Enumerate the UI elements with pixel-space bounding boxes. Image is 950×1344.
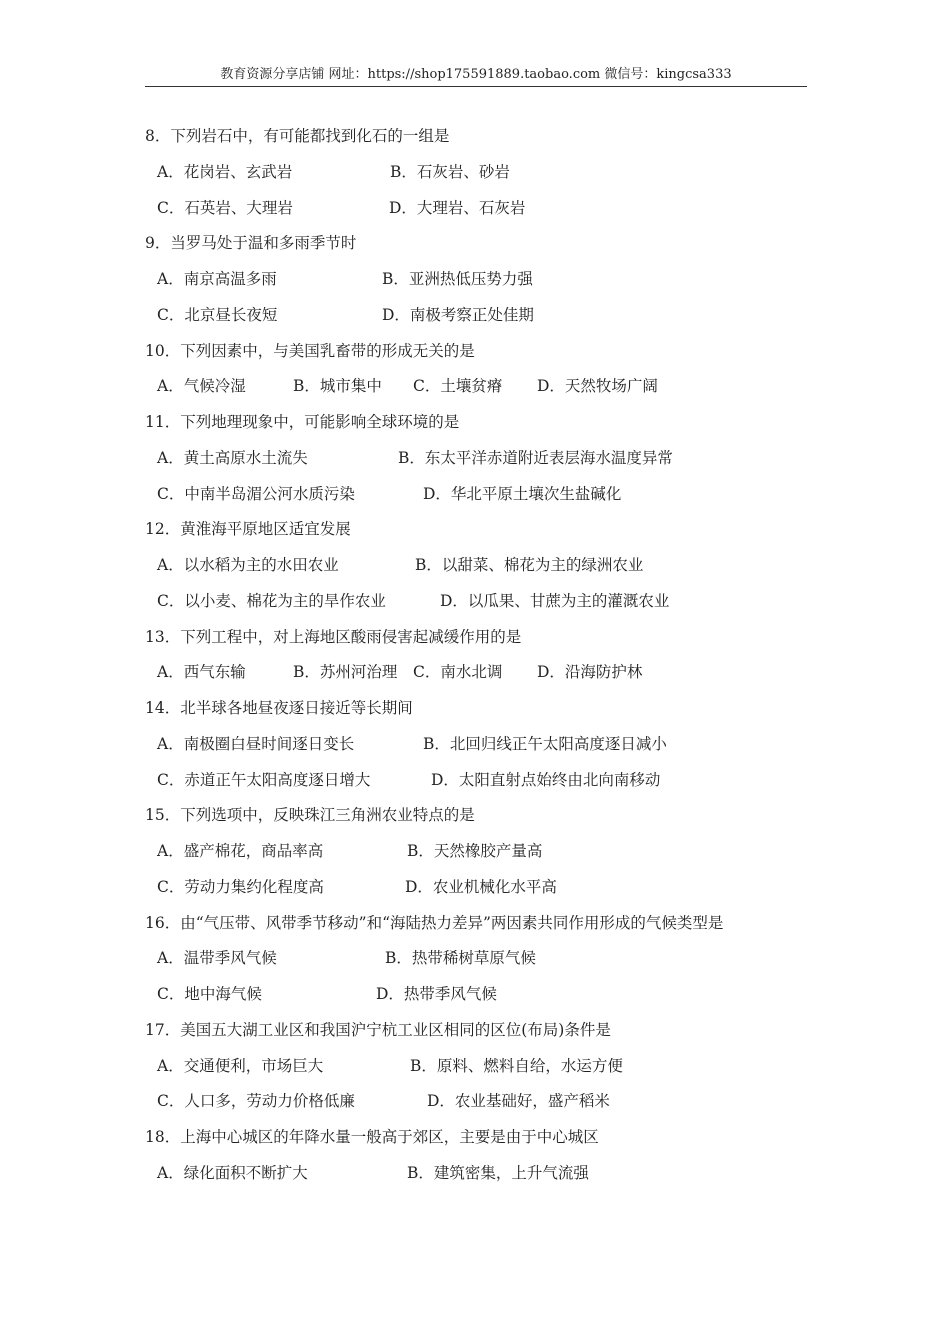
question-stem: 8．下列岩石中，有可能都找到化石的一组是	[145, 127, 450, 145]
question-stem: 16．由“气压带、风带季节移动”和“海陆热力差异”两因素共同作用形成的气候类型是	[145, 913, 724, 932]
answer-option: A．以水稻为主的水田农业	[157, 556, 339, 574]
answer-option: B．石灰岩、砂岩	[390, 162, 510, 181]
question-stem: 14．北半球各地昼夜逐日接近等长期间	[145, 699, 413, 717]
answer-option: A．绿化面积不断扩大	[157, 1163, 308, 1182]
option-row	[145, 373, 825, 409]
answer-option: A．南京高温多雨	[157, 270, 277, 288]
answer-option: D．南极考察正处佳期	[382, 305, 534, 324]
answer-option: B．以甜菜、棉花为主的绿洲农业	[415, 556, 644, 574]
answer-option: C．石英岩、大理岩	[157, 198, 293, 217]
answer-option: B．热带稀树草原气候	[385, 949, 536, 968]
answer-option: D．热带季风气候	[376, 985, 497, 1003]
answer-option: D．大理岩、石灰岩	[389, 198, 526, 217]
answer-option: B．建筑密集，上升气流强	[407, 1163, 589, 1182]
answer-option: D．以瓜果、甘蔗为主的灌溉农业	[440, 591, 670, 610]
option-row	[145, 1160, 825, 1196]
answer-option: A．盛产棉花，商品率高	[157, 842, 324, 860]
answer-option: C．土壤贫瘠	[413, 377, 503, 396]
page-header	[145, 66, 807, 87]
option-row	[145, 659, 825, 695]
option-row	[145, 195, 825, 231]
answer-option: C．劳动力集约化程度高	[157, 877, 324, 896]
answer-option: D．农业机械化水平高	[405, 877, 557, 896]
answer-option: C．南水北调	[413, 663, 503, 682]
answer-option: B．苏州河治理	[293, 663, 398, 682]
option-row	[145, 302, 825, 338]
answer-option: C．以小麦、棉花为主的旱作农业	[157, 591, 386, 610]
answer-option: C．北京昼长夜短	[157, 305, 278, 324]
answer-option: C．中南半岛湄公河水质污染	[157, 484, 355, 503]
answer-option: A．气候冷湿	[157, 377, 246, 396]
option-row	[145, 159, 825, 195]
option-row	[145, 588, 825, 624]
question-stem: 18．上海中心城区的年降水量一般高于郊区，主要是由于中心城区	[145, 1128, 599, 1146]
option-row	[145, 838, 825, 874]
option-row	[145, 552, 825, 588]
option-row	[145, 874, 825, 910]
header-text: 教育资源分享店铺 网址：https://shop175591889.taobao.com 微信号：kingcsa333	[220, 67, 732, 82]
answer-option: C．赤道正午太阳高度逐日增大	[157, 770, 371, 789]
option-row	[145, 445, 825, 481]
question-stem: 9．当罗马处于温和多雨季节时	[145, 234, 357, 253]
question-stem: 17．美国五大湖工业区和我国沪宁杭工业区相同的区位(布局)条件是	[145, 1020, 611, 1039]
answer-option: B．城市集中	[293, 377, 382, 396]
option-row	[145, 266, 825, 302]
answer-option: C．地中海气候	[157, 985, 262, 1003]
answer-option: D．天然牧场广阔	[537, 377, 658, 396]
question-stem: 11．下列地理现象中，可能影响全球环境的是	[145, 413, 460, 431]
answer-option: A．南极圈白昼时间逐日变长	[157, 734, 355, 753]
answer-option: B．北回归线正午太阳高度逐日减小	[423, 734, 667, 753]
answer-option: D．太阳直射点始终由北向南移动	[431, 770, 661, 789]
answer-option: A．西气东输	[157, 663, 246, 682]
answer-option: A．交通便利，市场巨大	[157, 1056, 324, 1075]
question-stem: 15．下列选项中，反映珠江三角洲农业特点的是	[145, 806, 475, 825]
option-row	[145, 981, 825, 1017]
answer-option: A．黄土高原水土流失	[157, 448, 308, 467]
question-stem: 10．下列因素中，与美国乳畜带的形成无关的是	[145, 341, 475, 360]
answer-option: B．东太平洋赤道附近表层海水温度异常	[398, 448, 673, 467]
question-stem: 13．下列工程中，对上海地区酸雨侵害起减缓作用的是	[145, 627, 522, 646]
answer-option: B．天然橡胶产量高	[407, 842, 543, 860]
answer-option: B．原料、燃料自给，水运方便	[410, 1056, 623, 1075]
option-row	[145, 767, 825, 803]
option-row	[145, 731, 825, 767]
answer-option: D．农业基础好，盛产稻米	[427, 1092, 610, 1111]
answer-option: A．花岗岩、玄武岩	[157, 162, 293, 181]
option-row	[145, 1053, 825, 1089]
option-row	[145, 1088, 825, 1124]
option-row	[145, 945, 825, 981]
answer-option: D．华北平原土壤次生盐碱化	[423, 484, 622, 503]
option-row	[145, 481, 825, 517]
answer-option: A．温带季风气候	[157, 949, 277, 968]
question-list	[145, 123, 825, 1196]
question-stem: 12．黄淮海平原地区适宜发展	[145, 520, 351, 539]
answer-option: B．亚洲热低压势力强	[382, 270, 533, 288]
answer-option: C．人口多，劳动力价格低廉	[157, 1092, 355, 1111]
answer-option: D．沿海防护林	[537, 663, 643, 682]
